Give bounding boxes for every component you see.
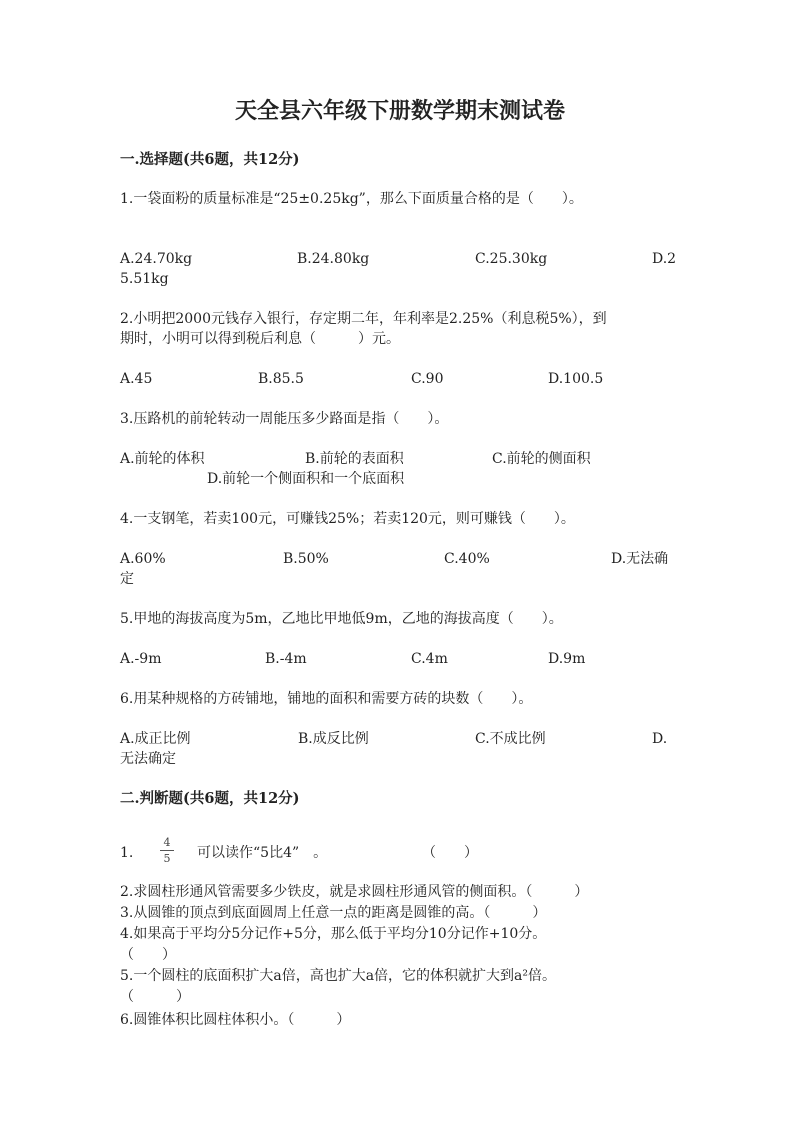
judgement-2: 2.求圆柱形通风管需要多少铁皮，就是求圆柱形通风管的侧面积。（ ） <box>120 884 589 900</box>
page-title: 天全县六年级下册数学期末测试卷 <box>234 98 565 124</box>
judgement-3: 3.从圆锥的顶点到底面圆周上任意一点的距离是圆锥的高。（ ） <box>120 905 547 921</box>
question-2-option-d: D.100.5 <box>548 371 604 387</box>
question-6-option-d-wrap: 无法确定 <box>120 751 176 767</box>
question-1-option-a: A.24.70kg <box>120 251 193 267</box>
section-heading-choice: 一.选择题(共6题，共12分) <box>120 151 300 168</box>
question-2-option-b: B.85.5 <box>258 371 304 387</box>
judgement-1-number: 1. <box>120 845 134 861</box>
judgement-6: 6.圆锥体积比圆柱体积小。（ ） <box>120 1012 351 1028</box>
question-2-stem-line1: 2.小明把2000元钱存入银行，存定期二年，年利率是2.25%（利息税5%），到 <box>120 311 607 327</box>
question-1-option-d-wrap: 5.51kg <box>120 271 169 287</box>
question-2-option-a: A.45 <box>120 371 153 387</box>
judgement-5-line1: 5.一个圆柱的底面积扩大a倍，高也扩大a倍，它的体积就扩大到a²倍。 <box>120 968 557 984</box>
question-5-option-a: A.-9m <box>120 651 162 667</box>
question-1-option-b: B.24.80kg <box>297 251 370 267</box>
question-4-option-d-wrap: 定 <box>120 571 134 587</box>
section-heading-judgement: 二.判断题(共6题，共12分) <box>120 790 300 807</box>
fraction-bar <box>160 850 174 851</box>
question-3-option-d: D.前轮一个侧面积和一个底面积 <box>207 471 405 487</box>
question-1-stem: 1.一袋面粉的质量标准是“25±0.25kg”，那么下面质量合格的是（ ）。 <box>120 191 583 207</box>
question-4-stem: 4.一支钢笔，若卖100元，可赚钱25%；若卖120元，则可赚钱（ ）。 <box>120 511 575 527</box>
question-3-stem: 3.压路机的前轮转动一周能压多少路面是指（ ）。 <box>120 411 449 427</box>
judgement-4-line1: 4.如果高于平均分5分记作+5分，那么低于平均分10分记作+10分。 <box>120 926 547 942</box>
question-2-stem-line2: 期时，小明可以得到税后利息（ ）元。 <box>120 331 400 347</box>
question-5-option-c: C.4m <box>411 651 448 667</box>
question-5-option-b: B.-4m <box>265 651 307 667</box>
question-4-option-a: A.60% <box>120 551 166 567</box>
question-3-option-c: C.前轮的侧面积 <box>492 451 591 467</box>
judgement-1-answer-paren: （ ） <box>422 845 478 861</box>
question-3-option-a: A.前轮的体积 <box>120 451 205 467</box>
question-4-option-b: B.50% <box>283 551 329 567</box>
judgement-1-text: 可以读作“5比4” 。 <box>197 845 328 861</box>
fraction-four-fifths <box>160 836 174 865</box>
question-6-option-c: C.不成比例 <box>475 731 546 747</box>
question-5-option-d: D.9m <box>548 651 586 667</box>
judgement-5-line2: （ ） <box>120 989 190 1005</box>
fraction-numerator: 4 <box>163 836 171 849</box>
question-4-option-d: D.无法确 <box>611 551 669 567</box>
question-3-option-b: B.前轮的表面积 <box>305 451 404 467</box>
question-6-option-b: B.成反比例 <box>298 731 369 747</box>
question-6-option-d: D. <box>652 731 668 747</box>
question-1-option-c: C.25.30kg <box>475 251 548 267</box>
question-4-option-c: C.40% <box>444 551 490 567</box>
question-1-option-d: D.2 <box>652 251 677 267</box>
question-2-option-c: C.90 <box>411 371 444 387</box>
question-6-stem: 6.用某种规格的方砖铺地，铺地的面积和需要方砖的块数（ ）。 <box>120 691 533 707</box>
question-6-option-a: A.成正比例 <box>120 731 191 747</box>
fraction-denominator: 5 <box>163 852 171 865</box>
judgement-4-line2: （ ） <box>120 947 176 963</box>
question-5-stem: 5.甲地的海拔高度为5m，乙地比甲地低9m，乙地的海拔高度（ ）。 <box>120 611 563 627</box>
